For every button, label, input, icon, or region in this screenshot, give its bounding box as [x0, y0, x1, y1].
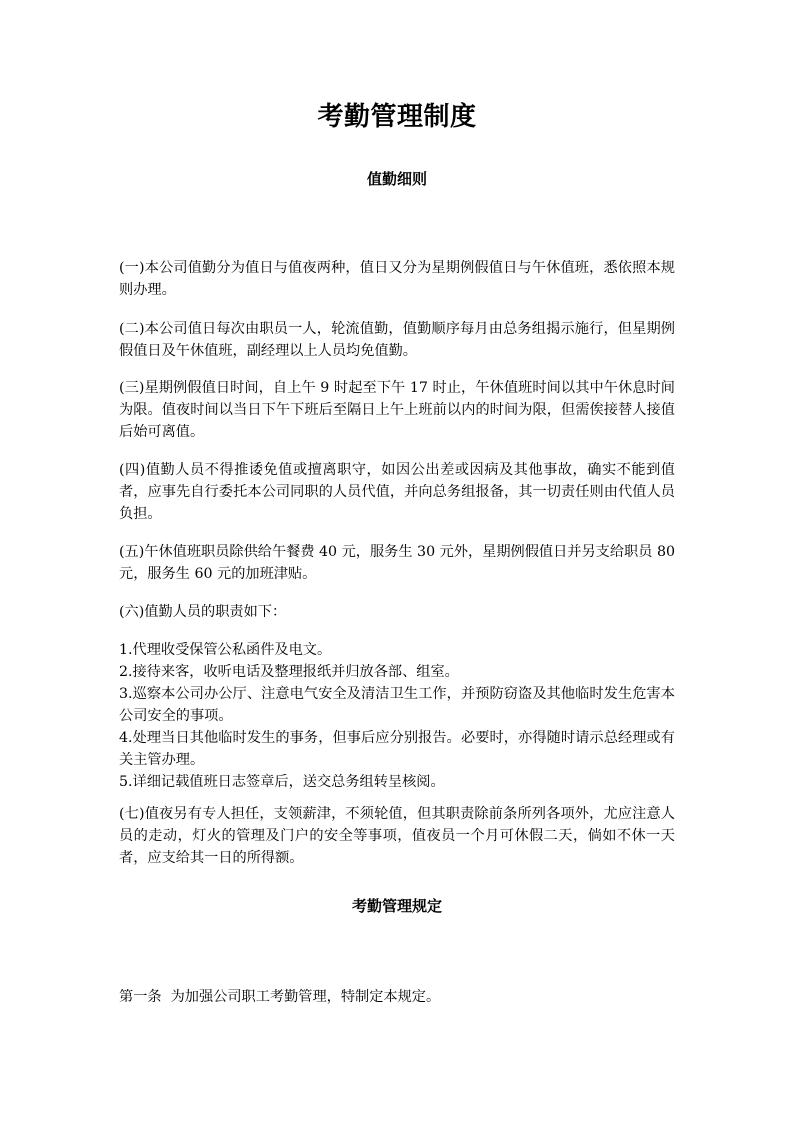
paragraph-2: (二)本公司值日每次由职员一人，轮流值勤，值勤顺序每月由总务组揭示施行，但星期例假值日及午休值班，副经理以上人员均免值勤。	[119, 321, 675, 359]
list-item: 2.接待来客，收听电话及整理报纸并归放各部、组室。	[119, 664, 459, 680]
list-item: 1.代理收受保管公私函件及电文。	[119, 642, 332, 658]
section-heading-attendance: 考勤管理规定	[351, 897, 442, 915]
paragraph-3: (三)星期例假值日时间，自上午 9 时起至下午 17 时止，午休值班时间以其中午休息时间为限。值夜时间以当日下午下班后至隔日上午上班前以内的时间为限，但需俟接替人接值后始可离值。	[119, 380, 675, 440]
list-item: 3.巡察本公司办公厅、注意电气安全及清洁卫生工作，并预防窃盗及其他临时发生危害本公司安全的事项。	[119, 686, 675, 724]
duties-list	[119, 639, 675, 793]
section-heading-duty-rules: 值勤细则	[366, 170, 427, 188]
paragraph-4: (四)值勤人员不得推诿免值或擅离职守，如因公出差或因病及其他事故，确实不能到值者，应事先自行委托本公司同职的人员代值，并向总务组报备，其一切责任则由代值人员负担。	[119, 462, 675, 522]
list-item: 5.详细记载值班日志签章后，送交总务组转呈核阅。	[119, 774, 445, 790]
paragraph-6: (六)值勤人员的职责如下：	[119, 604, 287, 620]
article-1: 第一条 为加强公司职工考勤管理，特制定本规定。	[119, 989, 441, 1005]
list-item: 4.处理当日其他临时发生的事务，但事后应分别报告。必要时，亦得随时请示总经理或有关主管办理。	[119, 730, 675, 768]
document-title: 考勤管理制度	[317, 102, 477, 132]
paragraph-7: (七)值夜另有专人担任，支领薪津，不须轮值，但其职责除前条所列各项外，尤应注意人员的走动，灯火的管理及门户的安全等事项，值夜员一个月可休假二天，倘如不休一天者，应支给其一日的所得额。	[119, 806, 675, 866]
paragraph-1: (一)本公司值勤分为值日与值夜两种，值日又分为星期例假值日与午休值班，悉依照本规则办理。	[119, 260, 675, 298]
paragraph-5: (五)午休值班职员除供给午餐费 40 元，服务生 30 元外，星期例假值日并另支给职员 80 元，服务生 60 元的加班津贴。	[119, 544, 675, 582]
